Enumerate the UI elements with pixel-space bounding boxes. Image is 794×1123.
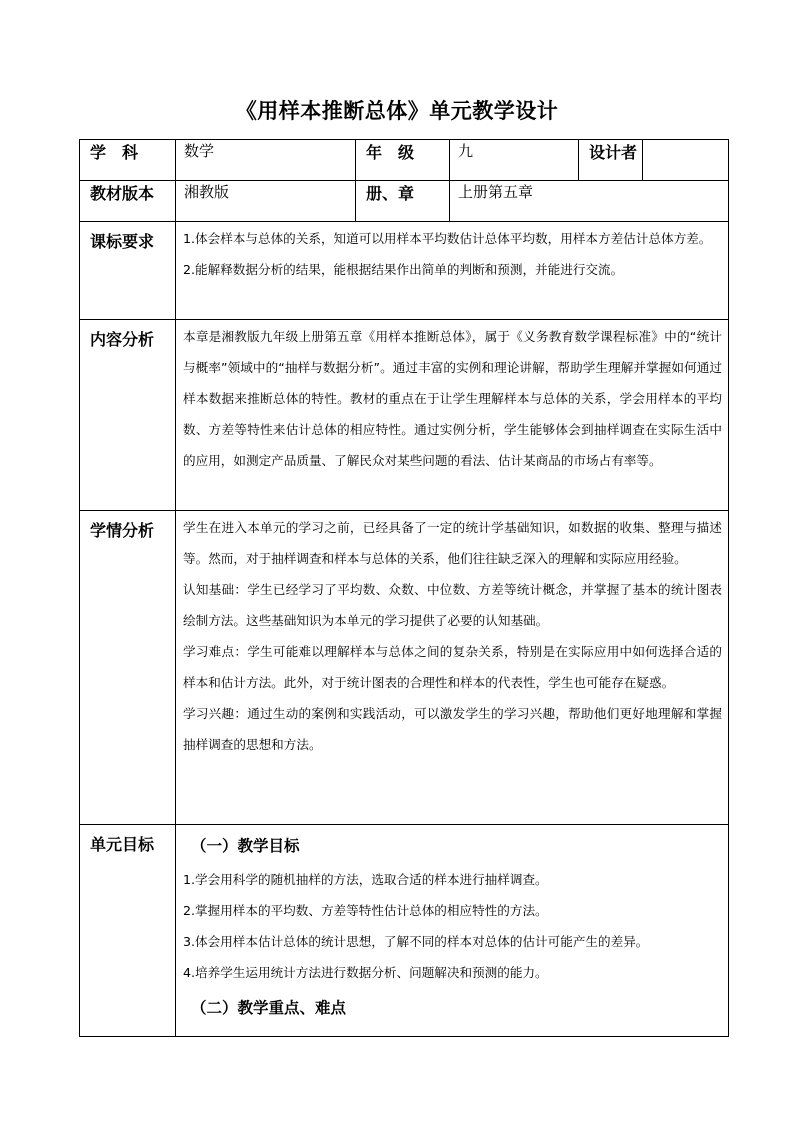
table-row-edition bbox=[80, 181, 729, 222]
designer-label: 设计者 bbox=[579, 140, 643, 181]
goal-item: 4.培养学生运用统计方法进行数据分析、问题解决和预测的能力。 bbox=[183, 965, 548, 980]
content-analysis-content bbox=[176, 320, 729, 511]
student-analysis-paragraph: 学习难点：学生可能难以理解样本与总体之间的复杂关系，特别是在实际应用中如何选择合适的样本和估计方法。此外，对于统计图表的合理性和样本的代表性，学生也可能存在疑惑。 bbox=[183, 644, 722, 690]
grade-value: 九 bbox=[450, 140, 579, 181]
curriculum-content bbox=[176, 222, 729, 320]
content-analysis-label: 内容分析 bbox=[80, 320, 176, 511]
grade-label: 年 级 bbox=[356, 140, 450, 181]
goal-item: 3.体会用样本估计总体的统计思想，了解不同的样本对总体的估计可能产生的差异。 bbox=[183, 934, 649, 949]
teaching-goals-heading: （一）教学目标 bbox=[191, 836, 300, 855]
table-row-student-analysis bbox=[80, 511, 729, 825]
unit-goals-content bbox=[176, 825, 729, 1037]
subject-value: 数学 bbox=[176, 140, 356, 181]
edition-label: 教材版本 bbox=[80, 181, 176, 222]
table-row-content-analysis bbox=[80, 320, 729, 511]
table-row-curriculum bbox=[80, 222, 729, 320]
key-points-heading: （二）教学重点、难点 bbox=[191, 998, 347, 1017]
student-analysis-paragraph: 认知基础：学生已经学习了平均数、众数、中位数、方差等统计概念，并掌握了基本的统计图表绘制方法。这些基础知识为本单元的学习提供了必要的认知基础。 bbox=[183, 582, 722, 628]
edition-value: 湘教版 bbox=[176, 181, 356, 222]
student-analysis-paragraph: 学生在进入本单元的学习之前，已经具备了一定的统计学基础知识，如数据的收集、整理与描述等。然而，对于抽样调查和样本与总体的关系，他们往往缺乏深入的理解和实际应用经验。 bbox=[183, 520, 722, 566]
page-title: 《用样本推断总体》单元教学设计 bbox=[235, 98, 559, 123]
chapter-label: 册、章 bbox=[356, 181, 450, 222]
curriculum-label: 课标要求 bbox=[80, 222, 176, 320]
goal-item: 2.掌握用样本的平均数、方差等特性估计总体的相应特性的方法。 bbox=[183, 903, 548, 918]
table-row-subject bbox=[80, 140, 729, 181]
designer-value bbox=[643, 140, 729, 181]
student-analysis-label: 学情分析 bbox=[80, 511, 176, 825]
goal-item: 1.学会用科学的随机抽样的方法，选取合适的样本进行抽样调查。 bbox=[183, 872, 548, 887]
student-analysis-content bbox=[176, 511, 729, 825]
curriculum-paragraph: 2.能解释数据分析的结果，能根据结果作出简单的判断和预测，并能进行交流。 bbox=[183, 262, 624, 277]
curriculum-paragraph: 1.体会样本与总体的关系，知道可以用样本平均数估计总体平均数，用样本方差估计总体方差。 bbox=[183, 231, 712, 246]
student-analysis-paragraph: 学习兴趣：通过生动的案例和实践活动，可以激发学生的学习兴趣，帮助他们更好地理解和掌握抽样调查的思想和方法。 bbox=[183, 706, 722, 752]
subject-label: 学 科 bbox=[80, 140, 176, 181]
content-analysis-paragraph: 本章是湘教版九年级上册第五章《用样本推断总体》，属于《义务教育数学课程标准》中的“统计与概率”领域中的“抽样与数据分析”。通过丰富的实例和理论讲解，帮助学生理解并掌握如何通过样本数据来推断总体的特性。教材的重点在于让学生理解样本与总体的关系，学会用样本的平均数、方差等特性来估计总体的相应特性。通过实例分析，学生能够体会到抽样调查在实际生活中的应用，如测定产品质量、了解民众对某些问题的看法、估计某商品的市场占有率等。 bbox=[183, 329, 722, 468]
table-row-unit-goals bbox=[80, 825, 729, 1037]
unit-goals-label: 单元目标 bbox=[80, 825, 176, 1037]
chapter-value: 上册第五章 bbox=[450, 181, 729, 222]
lesson-design-table bbox=[79, 139, 729, 1037]
